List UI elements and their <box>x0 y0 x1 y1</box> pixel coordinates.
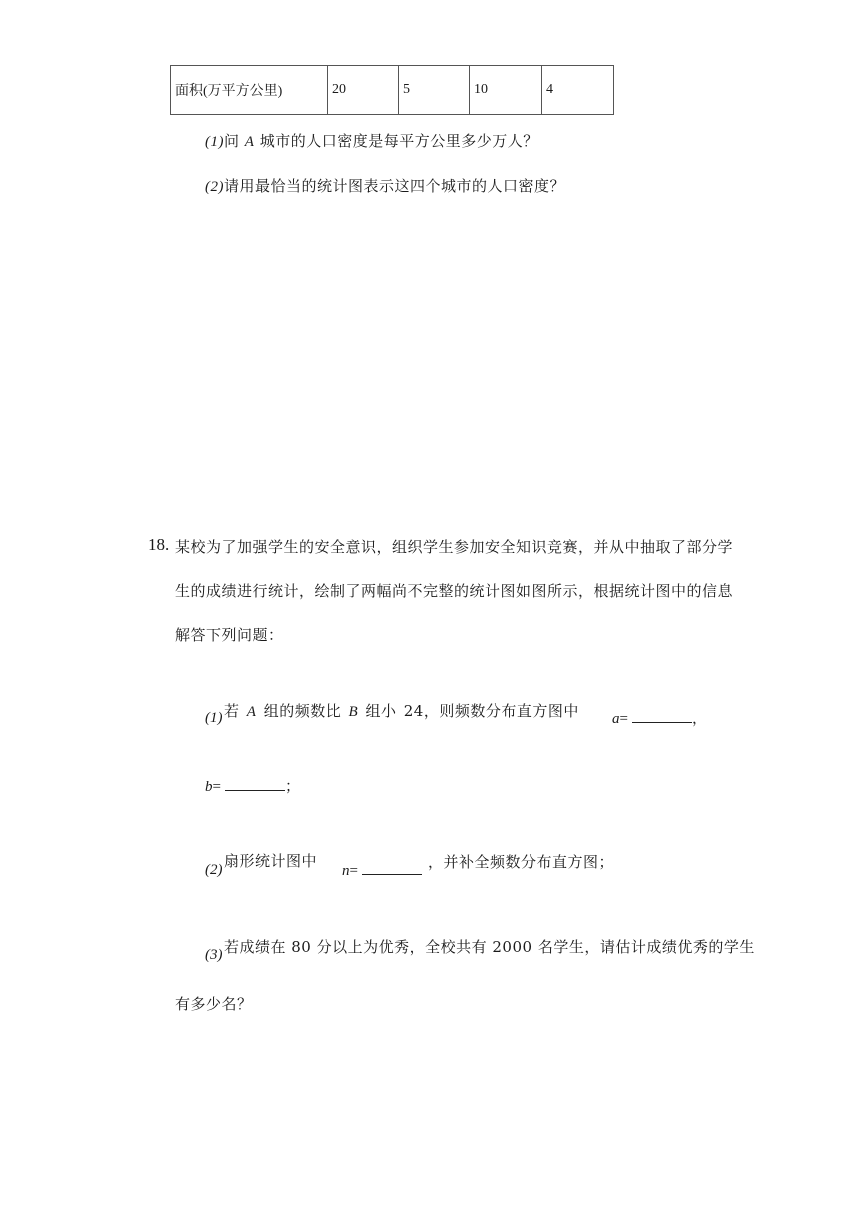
text: 问 <box>224 132 240 150</box>
table-row-label: 面积(万平方公里) <box>171 66 328 115</box>
equals: = <box>349 863 358 879</box>
text: 请用最恰当的统计图表示这四个城市的人口密度？ <box>224 177 566 195</box>
answer-blank-b[interactable] <box>205 775 300 796</box>
text: 组小 24，则频数分布直方图中 <box>365 702 579 720</box>
q18-line2: 生的成绩进行统计，绘制了两幅尚不完整的统计图如图所示，根据统计图中的信息 <box>175 582 734 600</box>
q18-part2-text: 扇形统计图中 <box>224 852 318 870</box>
sub-number: (2) <box>205 179 224 195</box>
equals: = <box>619 711 628 727</box>
table-cell: 10 <box>470 66 542 115</box>
table-row <box>171 66 614 115</box>
variable: A <box>244 134 255 150</box>
variable: a <box>612 711 620 727</box>
q18-line1: 某校为了加强学生的安全意识，组织学生参加安全知识竞赛，并从中抽取了部分学 <box>175 538 734 556</box>
blank-line <box>225 778 285 791</box>
punctuation: ； <box>284 777 301 795</box>
variable: B <box>348 704 359 720</box>
variable: b <box>205 779 213 795</box>
question-number: 18. <box>148 535 170 554</box>
blank-line <box>632 710 692 723</box>
q18-line3: 解答下列问题： <box>175 626 284 644</box>
sub-number: (2) <box>205 862 223 878</box>
variable: n <box>342 863 350 879</box>
text: 若 <box>224 702 240 720</box>
sub-number: (1) <box>205 710 223 726</box>
q17-sub2 <box>205 175 565 196</box>
q18-part2-tail: ，并补全频数分布直方图； <box>428 853 615 871</box>
text: 组的频数比 <box>263 702 342 720</box>
answer-blank-n[interactable] <box>342 860 422 880</box>
answer-blank-a[interactable] <box>612 707 707 728</box>
punctuation: ， <box>691 709 708 727</box>
q18-part3-text: 若成绩在 80 分以上为优秀，全校共有 2000 名学生，请估计成绩优秀的学生 <box>224 938 755 956</box>
table-cell: 20 <box>328 66 399 115</box>
variable: A <box>246 704 257 720</box>
q17-sub1 <box>205 130 539 151</box>
text: 城市的人口密度是每平方公里多少万人？ <box>259 132 539 150</box>
table-cell: 5 <box>399 66 470 115</box>
q18-part3-line2: 有多少名？ <box>175 995 253 1013</box>
sub-number: (1) <box>205 134 224 150</box>
table-cell: 4 <box>542 66 614 115</box>
blank-line <box>362 862 422 875</box>
sub-number: (3) <box>205 947 223 963</box>
q18-part1 <box>224 700 579 721</box>
equals: = <box>212 779 221 795</box>
area-table <box>170 65 614 115</box>
